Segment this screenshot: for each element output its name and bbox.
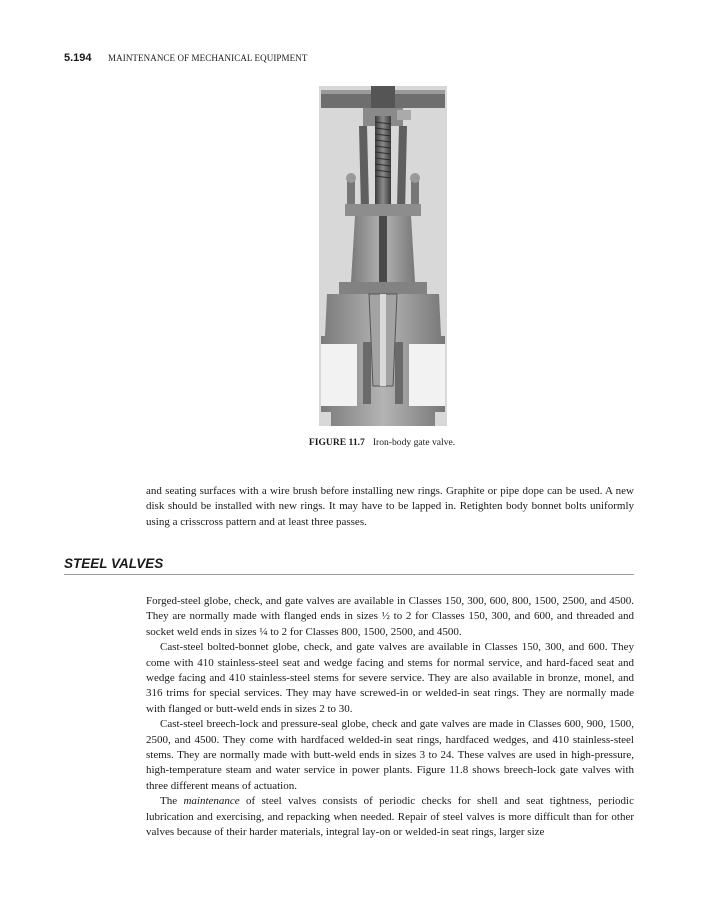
figure-label: FIGURE 11.7 [308,437,365,448]
figure-caption [23,437,718,448]
running-title: MAINTENANCE OF MECHANICAL EQUIPMENT [108,53,308,63]
section-paragraph-maintenance [146,794,634,840]
intro-paragraph: and seating surfaces with a wire brush before installing new rings. Graphite or pipe dope can be used. A new disk should be installed with new rings. It may have to be lapped in. Retighten body bonnet bolts uniformly using a crisscross pattern and at least three passes. [146,485,634,528]
section-paragraph: Cast-steel bolted-bonnet globe, check, and gate valves are available in Classes 150, 300, and 600. They come with 410 stainless-steel seat and wedge facing and stems for normal service, and hard-faced seat and wedge facing and 410 stainless-steel stems for severe service. They are also available in bronze, monel, and 316 trims for special services. They may have screwed-in or welded-in seat rings. They are normally made with flanged or butt-weld ends in sizes 2 to 30. [146,641,634,715]
section-heading: STEEL VALVES [64,556,164,571]
paragraph-lead: The [160,795,184,808]
section-body [146,594,634,841]
running-head [64,52,307,64]
intro-paragraph-block [146,484,634,530]
figure-caption-text: Iron-body gate valve. [372,437,456,448]
section-paragraph: Forged-steel globe, check, and gate valves are available in Classes 150, 300, 600, 800, 1500, 2500, and 4500. They are normally made with flanged ends in sizes ½ to 2 for Classes 150, 300, and 600, and threaded and socket weld ends in sizes ¼ to 2 for Classes 800, 1500, 2500, and 4500. [146,595,634,638]
page-number: 5.194 [64,52,92,64]
section-divider [64,574,634,575]
section-paragraph: Cast-steel breech-lock and pressure-seal globe, check and gate valves are made in Classes 600, 900, 1500, 2500, and 4500. They come with hardfaced welded-in seat rings, hardfaced wedges, and 410 stainless-steel stems. They are normally made with butt-weld ends in sizes 3 to 24. These valves are used in high-pressure, high-temperature steam and water service in power plants. Figure 11.8 shows breech-lock gate valves with three different means of actuation. [146,718,634,792]
emphasis-maintenance: maintenance [183,795,240,808]
paragraph-rest: of steel valves consists of periodic checks for shell and seat tightness, periodic lubrication and exercising, and repacking when needed. Repair of steel valves is more difficult than for other valves because of their harder materials, integral lay-on or welded-in seat rings, larger size [146,795,634,839]
gate-valve-figure [319,86,447,426]
